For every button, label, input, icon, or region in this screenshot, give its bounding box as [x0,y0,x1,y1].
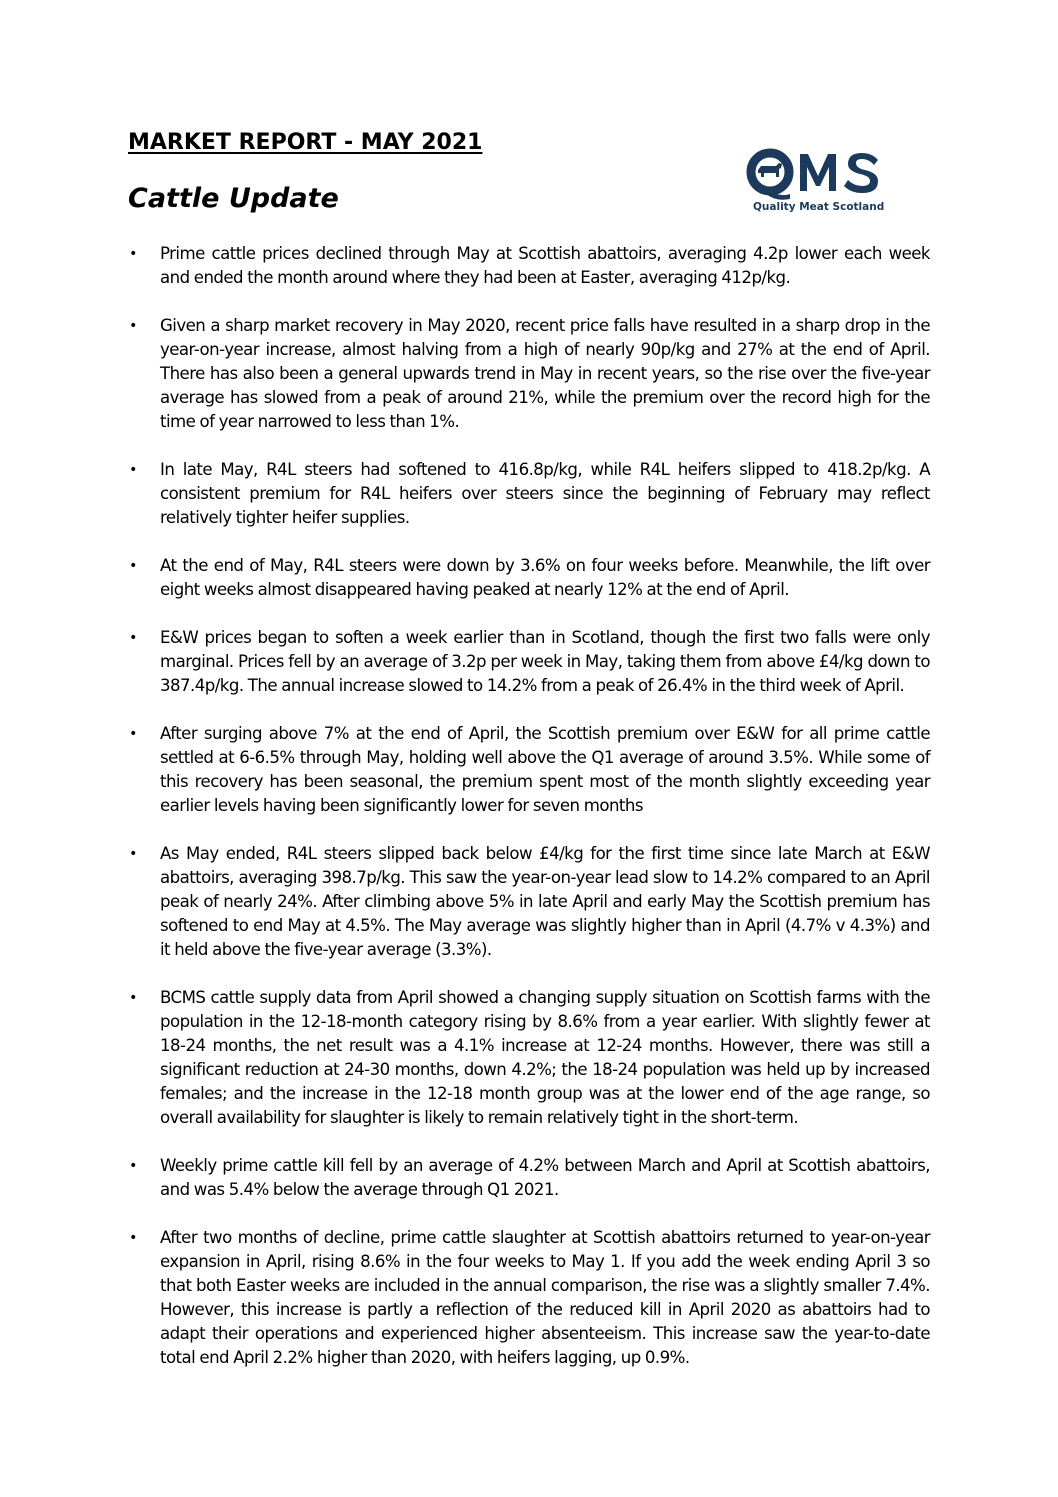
bullet-text: BCMS cattle supply data from April showed a changing supply situation on Scottish farms with the population in the 12-18-month category rising by 8.6% from a year earlier. With slightly fewer at 18-24 months, the net result was a 4.1% increase at 12-24 months. However, there was still a significant reduction at 24-30 months, down 4.2%; the 18-24 population was held up by increased females; and the increase in the 12-18 month group was at the lower end of the age range, so overall availability for slaughter is likely to remain relatively tight in the short-term. [160,988,930,1127]
bullet-text: E&W prices began to soften a week earlier than in Scotland, though the first two falls were only marginal. Prices fell by an average of 3.2p per week in May, taking them from above £4/kg down to 387.4p/kg. The annual increase slowed to 14.2% from a peak of 26.4% in the third week of April. [160,628,930,695]
bullet-icon: • [129,990,137,1006]
bullet-text: At the end of May, R4L steers were down by 3.6% on four weeks before. Meanwhile, the lift over eight weeks almost disappeared having peaked at nearly 12% at the end of April. [160,556,930,599]
bullet-text: Given a sharp market recovery in May 2020, recent price falls have resulted in a sharp drop in the year-on-year increase, almost halving from a high of nearly 90p/kg and 27% at the end of April. There has also been a general upwards trend in May in recent years, so the rise over the five-year average has slowed from a peak of around 21%, while the premium over the record high for the time of year narrowed to less than 1%. [160,316,930,431]
bullet-item [127,458,930,530]
bullet-icon: • [129,246,137,262]
bullet-text: Weekly prime cattle kill fell by an average of 4.2% between March and April at Scottish abattoirs, and was 5.4% below the average through Q1 2021. [160,1156,930,1199]
bullet-item [127,554,930,602]
bullet-icon: • [129,462,137,478]
bullet-item [127,242,930,290]
bullet-item [127,986,930,1130]
bullet-text: Prime cattle prices declined through May at Scottish abattoirs, averaging 4.2p lower each week and ended the month around where they had been at Easter, averaging 412p/kg. [160,244,930,287]
report-title: MARKET REPORT - MAY 2021 [128,130,483,155]
bullet-text: After two months of decline, prime cattle slaughter at Scottish abattoirs returned to year-on-year expansion in April, rising 8.6% in the four weeks to May 1. If you add the week ending April 3 so that both Easter weeks are included in the annual comparison, the rise was a slightly smaller 7.4%. However, this increase is partly a reflection of the reduced kill in April 2020 as abattoirs had to adapt their operations and experienced higher absenteeism. This increase saw the year-to-date total end April 2.2% higher than 2020, with heifers lagging, up 0.9%. [160,1228,930,1367]
bullet-text: After surging above 7% at the end of April, the Scottish premium over E&W for all prime cattle settled at 6-6.5% through May, holding well above the Q1 average of around 3.5%. While some of this recovery has been seasonal, the premium spent most of the month slightly exceeding year earlier levels having been significantly lower for seven months [160,724,930,815]
bullet-item [127,842,930,962]
bullet-icon: • [129,318,137,334]
bullet-icon: • [129,630,137,646]
bullet-icon: • [129,1230,137,1246]
bullet-list [127,242,930,1394]
bullet-item [127,722,930,818]
bullet-text: As May ended, R4L steers slipped back below £4/kg for the first time since late March at E&W abattoirs, averaging 398.7p/kg. This saw the year-on-year lead slow to 14.2% compared to an April peak of nearly 24%. After climbing above 5% in late April and early May the Scottish premium has softened to end May at 4.5%. The May average was slightly higher than in April (4.7% v 4.3%) and it held above the five-year average (3.3%). [160,844,930,959]
qms-logo [744,148,894,218]
qms-logo-icon [744,148,894,200]
bullet-item [127,314,930,434]
bullet-icon: • [129,558,137,574]
bullet-text: In late May, R4L steers had softened to 416.8p/kg, while R4L heifers slipped to 418.2p/kg. A consistent premium for R4L heifers over steers since the beginning of February may reflect relatively tighter heifer supplies. [160,460,930,527]
bullet-icon: • [129,726,137,742]
bullet-icon: • [129,846,137,862]
section-title: Cattle Update [128,183,339,214]
bullet-item [127,626,930,698]
bullet-item [127,1154,930,1202]
logo-tagline: Quality Meat Scotland [753,201,885,213]
bullet-icon: • [129,1158,137,1174]
bullet-item [127,1226,930,1370]
